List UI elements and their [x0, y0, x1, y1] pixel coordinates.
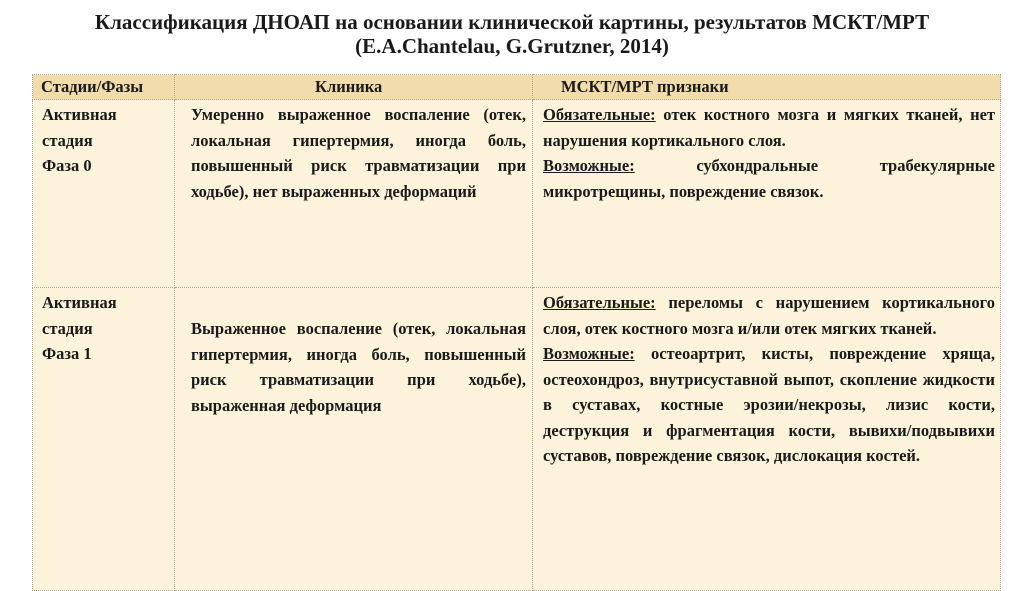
clinic-text: Умеренно выраженное воспаление (отек, локальная гипертермия, иногда боль, повышенный риск травматизации при ходьбе), нет выраженных деформаций: [191, 105, 526, 201]
stage-line: Активная: [42, 105, 117, 124]
mri-cell: [533, 100, 1001, 288]
clinic-cell: [175, 288, 533, 591]
header-mri: МСКТ/МРТ признаки: [533, 75, 1001, 100]
mri-required-text: отек костного мозга и мягких тканей, нет нарушения кортикального слоя.: [543, 105, 995, 150]
mri-possible: [543, 341, 995, 469]
mri-required-text: переломы с нарушением кортикального слоя, отек костного мозга и/или отек мягких тканей.: [543, 293, 995, 338]
classification-table: [32, 74, 1001, 591]
mri-possible-label: Возможные:: [543, 344, 635, 363]
mri-possible-label: Возможные:: [543, 156, 635, 175]
mri-required: [543, 102, 995, 153]
stage-line: Активная: [42, 293, 117, 312]
clinic-cell: [175, 100, 533, 288]
mri-possible: [543, 153, 995, 204]
header-clinic: Клиника: [175, 75, 533, 100]
table-header-row: [33, 75, 1001, 100]
mri-cell: [533, 288, 1001, 591]
clinic-text: Выраженное воспаление (отек, локальная гипертермия, иногда боль, повышенный риск травматизации при ходьбе), выраженная деформация: [191, 319, 526, 415]
mri-possible-text: остеоартрит, кисты, повреждение хряща, остеохондроз, внутрисуставной выпот, скопление жидкости в суставах, костные эрозии/некрозы, лизис кости, деструкция и фрагментация кости, вывихи/подвывихи суставов, повреждение связок, дислокация костей.: [543, 344, 995, 465]
stage-line: стадия: [42, 318, 93, 338]
mri-possible-text: субхондральные трабекулярные микротрещины, повреждение связок.: [543, 156, 995, 201]
slide-title: [0, 10, 1024, 58]
stage-cell: [33, 100, 175, 288]
phase-label: Фаза 1: [42, 344, 92, 363]
mri-required-label: Обязательные:: [543, 105, 656, 124]
stage-line: стадия: [42, 130, 93, 150]
mri-required: [543, 290, 995, 341]
table-row: [33, 100, 1001, 288]
title-line-2: (E.A.Chantelau, G.Grutzner, 2014): [355, 34, 669, 58]
header-stages: Стадии/Фазы: [33, 75, 175, 100]
stage-cell: [33, 288, 175, 591]
phase-label: Фаза 0: [42, 156, 92, 175]
table-row: [33, 288, 1001, 591]
mri-required-label: Обязательные:: [543, 293, 656, 312]
title-line-1: Классификация ДНОАП на основании клинической картины, результатов МСКТ/МРТ: [94, 10, 930, 34]
